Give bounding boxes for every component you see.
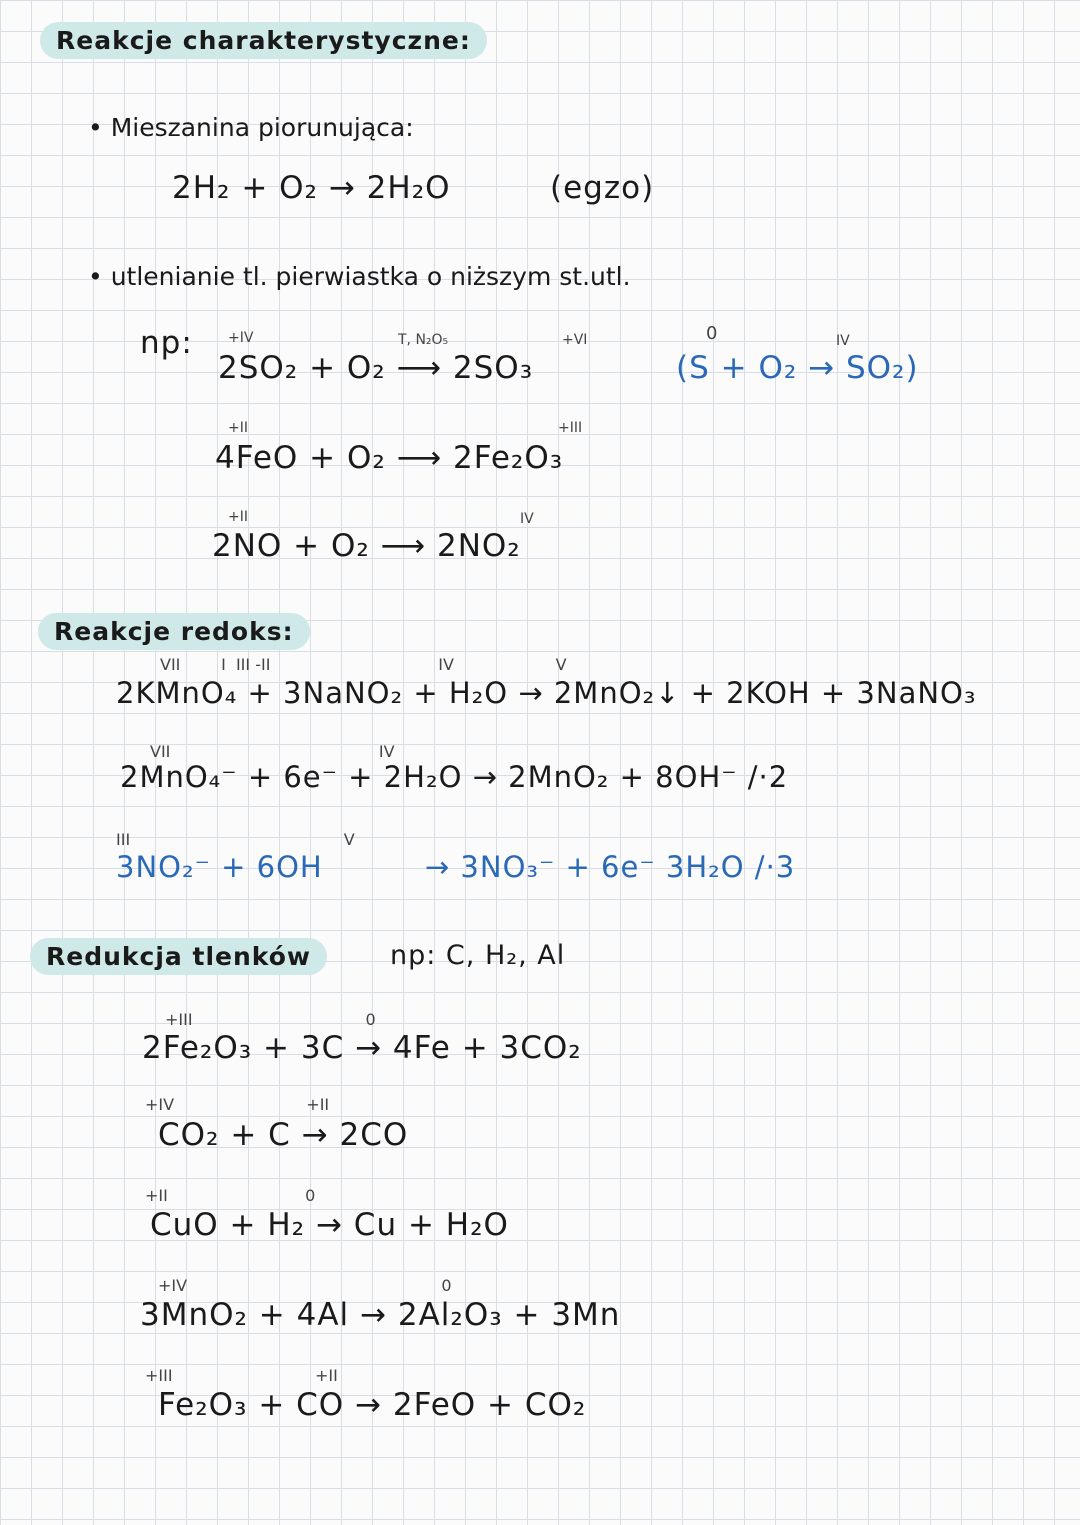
ox-state-s: 0 [706, 323, 718, 344]
bullet-oxidation: • utlenianie tl. pierwiastka o niższym st.utl. [88, 262, 631, 291]
ox-state-so2: +IV [228, 330, 254, 346]
reduction-co2-c: CO₂ + C → 2CO [158, 1117, 409, 1153]
equation-no: 2NO + O₂ ⟶ 2NO₂ [212, 528, 521, 564]
exo-note: (egzo) [550, 170, 655, 206]
reduction-agents: np: C, H₂, Al [390, 940, 566, 971]
half-reaction-n: 3NO₂⁻ + 6OH → 3NO₃⁻ + 6e⁻ 3H₂O /·3 [116, 850, 796, 884]
reduction-heading: Redukcja tlenków [30, 938, 327, 975]
ox-state-so3: +VI [562, 332, 588, 348]
reduction-cuo-h2: CuO + H₂ → Cu + H₂O [150, 1207, 509, 1243]
redox-equation: 2KMnO₄ + 3NaNO₂ + H₂O → 2MnO₂↓ + 2KOH + 3NaNO₃ [116, 676, 977, 710]
ox-state-fe2o3: +III [558, 420, 583, 436]
reduction-fe2o3-c: 2Fe₂O₃ + 3C → 4Fe + 3CO₂ [142, 1030, 582, 1066]
catalyst-label: T, N₂O₅ [398, 332, 449, 348]
red1-ox-states: +III 0 [165, 1010, 376, 1029]
red3-ox-states: +II 0 [145, 1186, 316, 1205]
redox-heading: Reakcje redoks: [38, 613, 310, 650]
half-reaction-mn: 2MnO₄⁻ + 6e⁻ + 2H₂O → 2MnO₂ + 8OH⁻ /·2 [120, 760, 789, 794]
half1-ox-states: VII IV [150, 742, 395, 761]
half2-ox-states: III V [116, 830, 355, 849]
ox-state-so2-note: IV [836, 333, 850, 349]
redox-ox-states: VII I III -II IV V [160, 655, 567, 674]
np-label: np: [140, 325, 193, 361]
equation-so2: 2SO₂ + O₂ ⟶ 2SO₃ [218, 350, 534, 386]
equation-water: 2H₂ + O₂ → 2H₂O [172, 170, 451, 206]
reduction-fe2o3-co: Fe₂O₃ + CO → 2FeO + CO₂ [158, 1387, 587, 1423]
ox-state-feo: +II [228, 420, 248, 436]
bullet-mixture: • Mieszanina piorunująca: [88, 113, 414, 142]
ox-state-no: +II [228, 509, 248, 525]
sulfur-note: (S + O₂ → SO₂) [676, 350, 919, 386]
characteristic-heading: Reakcje charakterystyczne: [40, 22, 487, 59]
equation-feo: 4FeO + O₂ ⟶ 2Fe₂O₃ [215, 440, 564, 476]
reduction-mno2-al: 3MnO₂ + 4Al → 2Al₂O₃ + 3Mn [140, 1297, 621, 1333]
red5-ox-states: +III +II [145, 1366, 338, 1385]
red4-ox-states: +IV 0 [158, 1276, 452, 1295]
ox-state-no2: IV [520, 511, 534, 527]
red2-ox-states: +IV +II [145, 1095, 330, 1114]
